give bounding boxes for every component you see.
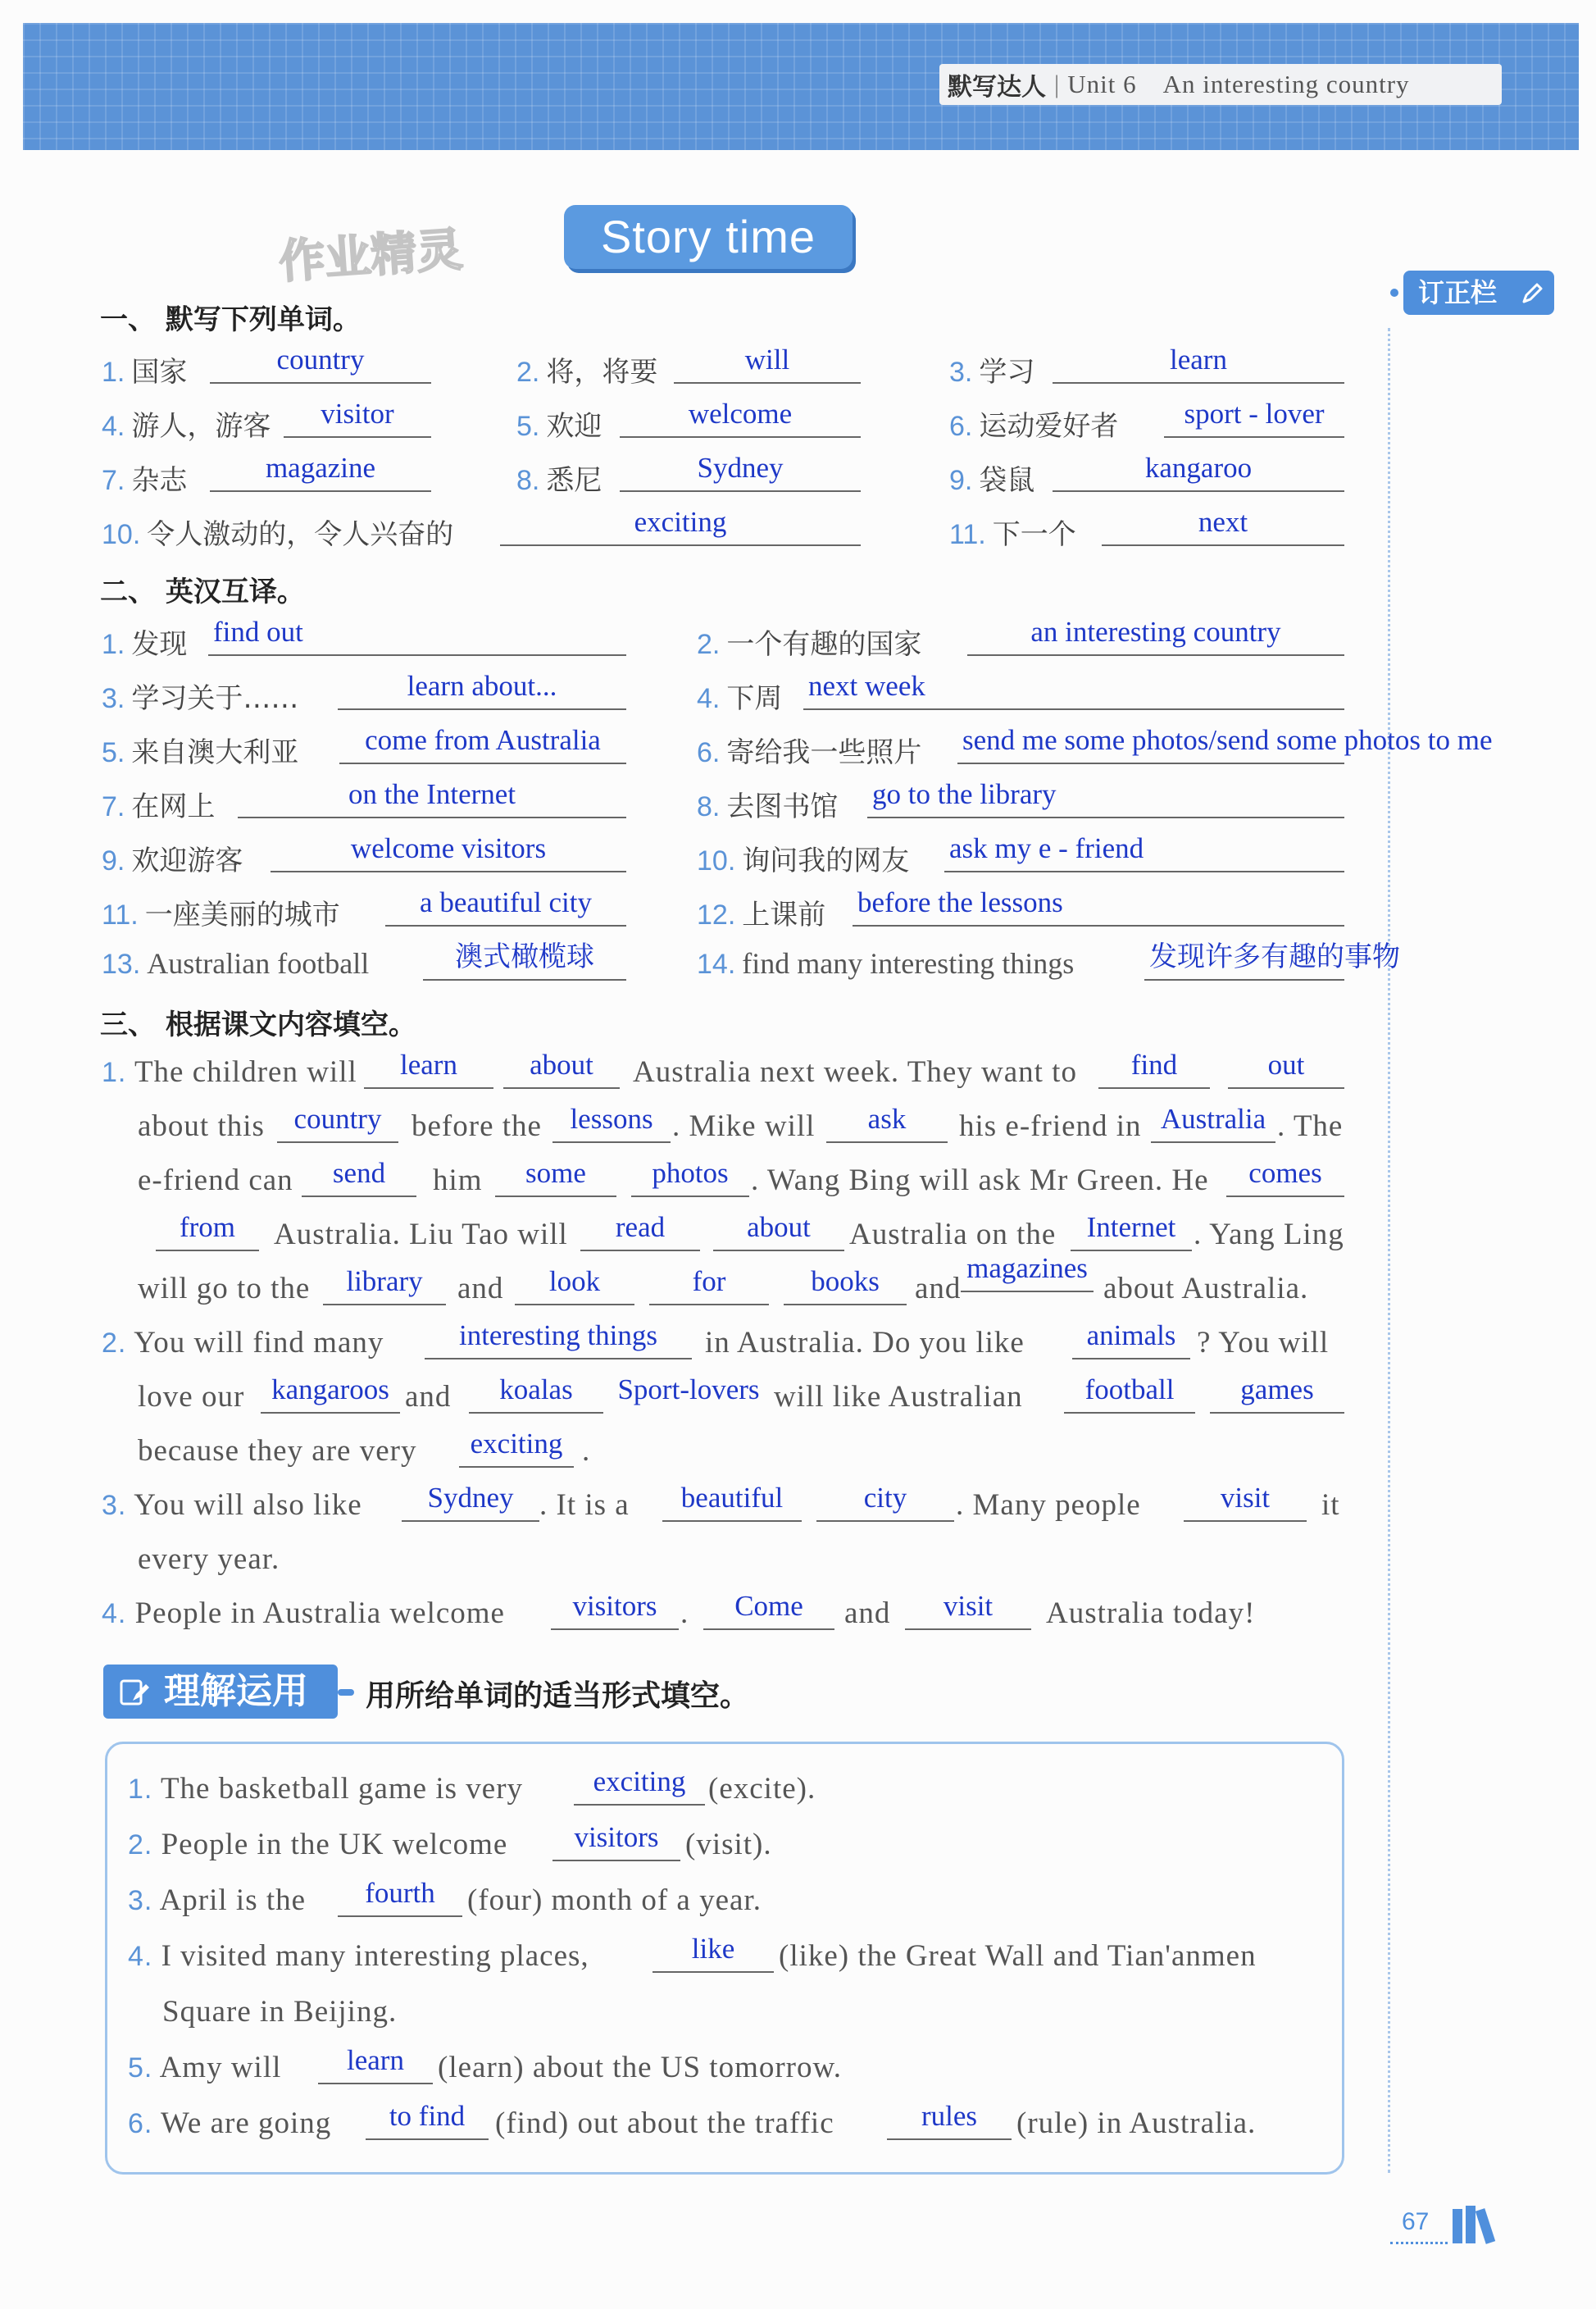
- section1-heading: 一、 默写下列单词。: [100, 303, 361, 336]
- answer-blank: about: [503, 1050, 620, 1089]
- answer-blank: learn about...: [338, 671, 626, 710]
- passage-text: . Yang Ling: [1194, 1218, 1344, 1251]
- answer-blank: Sydney: [402, 1482, 539, 1522]
- answer-blank: find out: [208, 617, 626, 656]
- answer-blank: koalas: [469, 1374, 603, 1414]
- item-number: 11.: [949, 519, 986, 550]
- prompt: 询问我的网友: [742, 845, 910, 877]
- item-number: 13.: [102, 949, 141, 980]
- prompt: 来自澳大利亚: [131, 736, 299, 769]
- prompt: 在网上: [131, 790, 216, 823]
- item-number: 4.: [102, 411, 125, 442]
- answer-blank: fourth: [338, 1878, 462, 1917]
- s1-item-6: [949, 403, 1118, 444]
- answer-blank: look: [515, 1266, 634, 1305]
- answer-blank: exciting: [574, 1766, 705, 1806]
- answer-blank: welcome visitors: [271, 833, 626, 872]
- exercise-text: (excite).: [708, 1772, 816, 1806]
- passage-text: The children will: [134, 1055, 357, 1089]
- answer-blank: an interesting country: [967, 617, 1344, 656]
- s2-item-13: [102, 946, 369, 981]
- answer-blank: games: [1210, 1374, 1344, 1414]
- item-number: 1.: [102, 1057, 127, 1088]
- answer-blank: go to the library: [867, 779, 1344, 818]
- s2-item-12: [697, 892, 825, 932]
- passage-text: Australia next week. They want to: [633, 1055, 1077, 1089]
- item-number: 4.: [102, 1598, 127, 1629]
- header-separator: |: [1054, 70, 1060, 98]
- unit-topic: An interesting country: [1162, 70, 1410, 98]
- passage-text: about this: [138, 1109, 265, 1143]
- passage-text: . The: [1277, 1109, 1344, 1143]
- answer-blank: find: [1098, 1050, 1210, 1089]
- answer-blank: Sydney: [620, 453, 861, 492]
- prompt: 将，将要: [546, 356, 658, 389]
- answer-blank: beautiful: [662, 1482, 802, 1522]
- correction-column-badge: [1403, 271, 1554, 315]
- answer-blank: animals: [1072, 1320, 1190, 1359]
- item-number: 2.: [516, 357, 540, 388]
- item-number: 1.: [102, 629, 125, 660]
- passage-text: . It is a: [539, 1488, 630, 1522]
- answer-blank: ask my e - friend: [944, 833, 1344, 872]
- prompt: 欢迎游客: [131, 845, 243, 877]
- section2-heading: 二、 英汉互译。: [100, 576, 305, 608]
- passage-text: and: [457, 1272, 504, 1305]
- story-time-banner: Story time: [564, 205, 853, 269]
- prompt: Australian football: [147, 947, 370, 980]
- answer-blank: next: [1102, 507, 1344, 546]
- s2-item-2: [697, 622, 921, 662]
- prompt: 袋鼠: [979, 464, 1035, 497]
- answer-blank: some: [495, 1158, 616, 1197]
- answer-blank: Australia: [1151, 1104, 1275, 1143]
- passage-text: it: [1321, 1488, 1340, 1522]
- answer-blank: to find: [366, 2101, 489, 2140]
- passage-text: in Australia. Do you like: [705, 1326, 1025, 1359]
- item-number: 7.: [102, 791, 125, 822]
- passage-text: before the: [412, 1109, 542, 1143]
- item-number: 14.: [697, 949, 736, 980]
- s2-item-7: [102, 784, 215, 824]
- passage-text: .: [680, 1596, 689, 1630]
- passage-text: .: [582, 1434, 591, 1468]
- answer-blank: rules: [887, 2101, 1012, 2140]
- answer-blank: before the lessons: [853, 887, 1344, 927]
- s1-item-9: [949, 458, 1034, 498]
- passage-text: Australia today!: [1046, 1596, 1256, 1630]
- passage-text: You will also like: [134, 1488, 362, 1522]
- exercise-text: (visit).: [685, 1828, 772, 1861]
- exercise-text: The basketball game is very: [160, 1772, 524, 1806]
- s2-item-10: [697, 838, 909, 878]
- ex-line: [128, 2106, 331, 2141]
- passage-text: Australia. Liu Tao will: [274, 1218, 568, 1251]
- prompt: 欢迎: [546, 410, 602, 443]
- item-number: 2.: [102, 1328, 127, 1359]
- prompt: 悉尼: [546, 464, 602, 497]
- s2-item-14: [697, 946, 1074, 981]
- s2-item-9: [102, 838, 243, 878]
- passage-text: will go to the: [138, 1272, 311, 1305]
- apply-instruction: 用所给单词的适当形式填空。: [366, 1679, 750, 1713]
- item-number: 3.: [949, 357, 973, 388]
- exercise-text: I visited many interesting places,: [161, 1939, 589, 1973]
- prompt: 游人，游客: [131, 410, 271, 443]
- s3-line: [102, 1054, 357, 1090]
- passage-text: Australia on the: [849, 1218, 1057, 1251]
- page-number: 67: [1402, 2208, 1430, 2235]
- prompt: 下一个: [992, 518, 1076, 551]
- exercise-text: (rule) in Australia.: [1016, 2106, 1257, 2140]
- s1-item-2: [516, 349, 657, 389]
- pencil-icon: [1520, 281, 1544, 306]
- item-number: 12.: [697, 899, 736, 931]
- answer-blank: on the Internet: [238, 779, 626, 818]
- exercise-text: People in the UK welcome: [161, 1828, 508, 1861]
- passage-text: . Mike will: [672, 1109, 816, 1143]
- passage-text: love our: [138, 1380, 245, 1414]
- s3-line: [102, 1596, 505, 1631]
- ex-line: [128, 1938, 589, 1974]
- item-number: 3.: [128, 1885, 153, 1916]
- prompt: 学习: [979, 356, 1035, 389]
- item-number: 9.: [949, 465, 973, 496]
- exercise-text: (like) the Great Wall and Tian'anmen: [779, 1939, 1257, 1973]
- answer-blank: city: [816, 1482, 954, 1522]
- item-number: 2.: [697, 629, 721, 660]
- answer-blank: learn: [318, 2045, 433, 2084]
- answer-blank: learn: [364, 1050, 493, 1089]
- answer-blank: send: [302, 1158, 416, 1197]
- ex-line: [128, 1827, 507, 1862]
- prompt: 上课前: [742, 899, 826, 931]
- passage-text: . Wang Bing will ask Mr Green. He: [751, 1164, 1209, 1197]
- answer-blank: sport - lover: [1164, 398, 1344, 438]
- badge-connector: [338, 1689, 354, 1696]
- exercise-text: April is the: [159, 1883, 307, 1917]
- s1-item-5: [516, 403, 602, 444]
- exercise-text: We are going: [160, 2106, 332, 2140]
- passage-text: him: [433, 1164, 483, 1197]
- exercise-text: (find) out about the traffic: [495, 2106, 834, 2140]
- s2-item-1: [102, 622, 187, 662]
- answer-blank: kangaroo: [1053, 453, 1344, 492]
- item-number: 7.: [102, 465, 125, 496]
- item-number: 3.: [102, 1490, 127, 1521]
- passage-text: and: [844, 1596, 891, 1630]
- s1-item-1: [102, 349, 187, 389]
- prompt: 一个有趣的国家: [726, 628, 922, 661]
- answer-blank: for: [649, 1266, 769, 1305]
- s1-item-10: [102, 512, 453, 552]
- item-number: 5.: [128, 2052, 153, 2084]
- answer-blank: football: [1064, 1374, 1195, 1414]
- s1-item-11: [949, 512, 1076, 552]
- s1-item-8: [516, 458, 602, 498]
- answer-blank: magazines: [961, 1253, 1094, 1292]
- answer-blank: interesting things: [425, 1320, 692, 1359]
- s2-item-4: [697, 676, 782, 716]
- answer-blank: exciting: [500, 507, 861, 546]
- exercise-text: (four) month of a year.: [467, 1883, 762, 1917]
- prompt: 寄给我一些照片: [726, 736, 922, 769]
- footer-dotted-line: [1390, 2242, 1448, 2244]
- prompt: 下周: [726, 682, 783, 715]
- passage-text: and: [915, 1272, 962, 1305]
- item-number: 5.: [102, 737, 125, 768]
- item-number: 2.: [128, 1829, 153, 1860]
- item-number: 4.: [697, 683, 721, 714]
- prompt: 学习关于……: [131, 682, 299, 715]
- answer-blank: books: [784, 1266, 907, 1305]
- ex-line: [128, 2050, 281, 2085]
- s1-item-4: [102, 403, 271, 444]
- item-number: 3.: [102, 683, 125, 714]
- correction-column-divider: [1388, 328, 1390, 2173]
- brand-title: 默写达人: [948, 73, 1046, 102]
- answer-blank: country: [210, 344, 431, 384]
- exercise-text: Amy will: [159, 2051, 282, 2084]
- s2-item-3: [102, 676, 298, 716]
- passage-text: will like Australian: [774, 1380, 1023, 1414]
- answer-blank: lessons: [552, 1104, 671, 1143]
- item-number: 8.: [697, 791, 721, 822]
- answer-blank: exciting: [459, 1428, 574, 1468]
- item-number: 10.: [102, 519, 141, 550]
- s1-item-7: [102, 458, 187, 498]
- answer-blank: magazine: [210, 453, 431, 492]
- answer-blank: Sport-lovers: [617, 1373, 760, 1405]
- passage-text: ? You will: [1197, 1326, 1330, 1359]
- item-number: 11.: [102, 899, 139, 931]
- passage-text: e-friend can: [138, 1164, 293, 1197]
- answer-blank: visitor: [284, 398, 431, 438]
- unit-label: Unit 6: [1067, 70, 1137, 98]
- answer-blank: come from Australia: [339, 725, 626, 764]
- exercise-text: Square in Beijing.: [162, 1995, 398, 2029]
- answer-blank: learn: [1053, 344, 1344, 384]
- sidebar-dot: [1390, 289, 1398, 297]
- passage-text: every year.: [138, 1542, 280, 1576]
- header-title-bar: [939, 64, 1502, 105]
- answer-blank: visit: [905, 1591, 1031, 1630]
- ex-line: [128, 1771, 523, 1806]
- answer-blank: 澳式橄榄球: [423, 941, 626, 981]
- passage-text: People in Australia welcome: [134, 1596, 505, 1630]
- prompt: 发现: [131, 628, 188, 661]
- pen-paper-icon: [118, 1676, 151, 1709]
- answer-blank: a beautiful city: [385, 887, 626, 927]
- answer-blank: 发现许多有趣的事物: [1144, 941, 1344, 981]
- answer-blank: photos: [631, 1158, 749, 1197]
- answer-blank: visitors: [552, 1822, 680, 1861]
- passage-text: and: [405, 1380, 452, 1414]
- item-number: 6.: [697, 737, 721, 768]
- item-number: 1.: [128, 1774, 153, 1805]
- item-number: 4.: [128, 1941, 153, 1972]
- apply-section-badge: [103, 1665, 338, 1719]
- answer-blank: read: [580, 1212, 700, 1251]
- answer-blank: library: [323, 1266, 446, 1305]
- books-icon: [1451, 2204, 1508, 2245]
- answer-blank: country: [277, 1104, 398, 1143]
- correction-column-label: 订正栏: [1418, 277, 1498, 308]
- item-number: 9.: [102, 845, 125, 877]
- answer-blank: comes: [1226, 1158, 1344, 1197]
- answer-blank: out: [1228, 1050, 1344, 1089]
- prompt: 去图书馆: [726, 790, 839, 823]
- answer-blank: will: [674, 344, 861, 384]
- passage-text: . Many people: [956, 1488, 1141, 1522]
- s1-item-3: [949, 349, 1034, 389]
- passage-text: his e-friend in: [959, 1109, 1142, 1143]
- answer-blank: visit: [1184, 1482, 1307, 1522]
- answer-blank: Internet: [1071, 1212, 1192, 1251]
- item-number: 8.: [516, 465, 540, 496]
- exercise-text: (learn) about the US tomorrow.: [438, 2051, 843, 2084]
- s2-item-8: [697, 784, 838, 824]
- apply-section-title: 理解运用: [164, 1670, 308, 1712]
- passage-text: because they are very: [138, 1434, 417, 1468]
- prompt: 令人激动的，令人兴奋的: [147, 518, 454, 551]
- item-number: 1.: [102, 357, 125, 388]
- answer-blank: kangaroos: [261, 1374, 400, 1414]
- answer-blank: like: [652, 1933, 774, 1973]
- section3-heading: 三、 根据课文内容填空。: [100, 1009, 416, 1041]
- prompt: 杂志: [131, 464, 188, 497]
- watermark: 作业精灵: [277, 223, 465, 289]
- answer-blank: welcome: [620, 398, 861, 438]
- passage-text: You will find many: [134, 1326, 384, 1359]
- answer-blank: about: [713, 1212, 844, 1251]
- item-number: 6.: [949, 411, 973, 442]
- answer-blank: Come: [703, 1591, 834, 1630]
- prompt: 国家: [131, 356, 188, 389]
- item-number: 6.: [128, 2108, 153, 2139]
- answer-blank: from: [156, 1212, 259, 1251]
- passage-text: about Australia.: [1103, 1272, 1309, 1305]
- item-number: 10.: [697, 845, 736, 877]
- s2-item-6: [697, 730, 921, 770]
- prompt: 一座美丽的城市: [144, 899, 340, 931]
- s2-item-5: [102, 730, 298, 770]
- answer-blank: ask: [826, 1104, 948, 1143]
- item-number: 5.: [516, 411, 540, 442]
- answer-blank: send me some photos/send some photos to me: [957, 725, 1344, 764]
- prompt: 运动爱好者: [979, 410, 1119, 443]
- s3-line: [102, 1325, 384, 1360]
- s3-line: [102, 1487, 362, 1523]
- answer-blank: visitors: [551, 1591, 679, 1630]
- ex-line: [128, 1883, 306, 1918]
- answer-blank: next week: [803, 671, 1344, 710]
- s2-item-11: [102, 892, 340, 932]
- prompt: find many interesting things: [742, 947, 1075, 980]
